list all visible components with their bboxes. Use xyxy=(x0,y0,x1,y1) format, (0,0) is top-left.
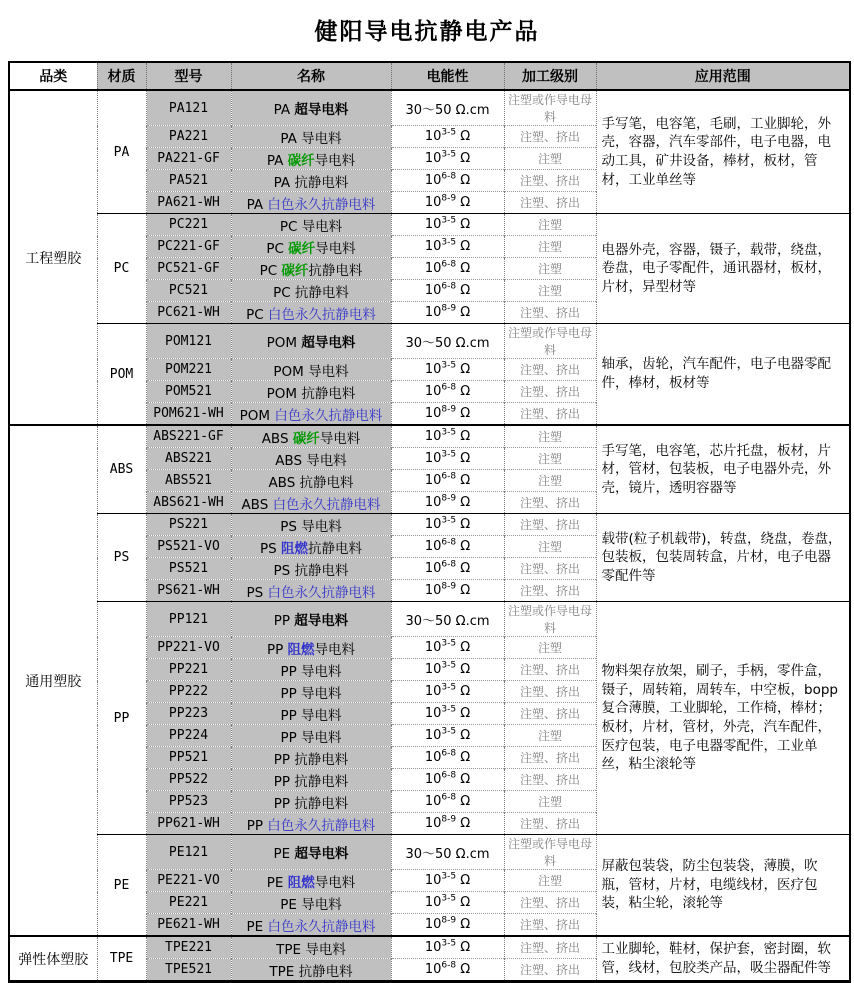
resistivity-cell: 10$^{3-5}$ Ω xyxy=(391,659,504,681)
application-cell: 工业脚轮，鞋材，保护套，密封圈，软管，线材，包胶类产品，吸尘器配件等 xyxy=(596,936,850,982)
name-segment: 碳纤 xyxy=(281,262,309,279)
header-resistivity: 电能性 xyxy=(391,62,504,90)
name-segment: TPE 抗静电料 xyxy=(269,963,353,980)
resistivity-cell: 30～50 Ω.cm xyxy=(391,602,504,637)
resistivity-cell: 10$^{8-9}$ Ω xyxy=(391,914,504,937)
name-segment: PE xyxy=(266,874,288,891)
model-cell: ABS221-GF xyxy=(146,425,231,448)
process-cell: 注塑、挤出 xyxy=(504,769,596,791)
resistivity-cell: 30～50 Ω.cm xyxy=(391,90,504,126)
process-cell: 注塑或作导电母料 xyxy=(504,835,596,870)
name-segment: POM 抗静电料 xyxy=(266,385,356,402)
category-cell: 弹性体塑胶 xyxy=(9,936,97,982)
header-category: 品类 xyxy=(9,62,97,90)
process-cell: 注塑、挤出 xyxy=(504,813,596,835)
name-segment: PS 导电料 xyxy=(280,518,342,535)
name-cell xyxy=(231,813,391,835)
resistivity-cell: 10$^{6-8}$ Ω xyxy=(391,769,504,791)
material-cell: POM xyxy=(97,324,146,426)
name-cell xyxy=(231,725,391,747)
name-segment: PP xyxy=(266,641,288,658)
model-cell: PP621-WH xyxy=(146,813,231,835)
category-cell: 通用塑胶 xyxy=(9,425,97,936)
name-cell xyxy=(231,580,391,602)
model-cell: PP121 xyxy=(146,602,231,637)
name-segment: ABS xyxy=(261,430,293,447)
process-cell: 注塑或作导电母料 xyxy=(504,324,596,359)
material-cell: ABS xyxy=(97,425,146,514)
name-segment: PE xyxy=(246,918,268,935)
model-cell: PE121 xyxy=(146,835,231,870)
name-segment: 导电料 xyxy=(314,641,356,658)
header-process-level: 加工级别 xyxy=(504,62,596,90)
process-cell: 注塑 xyxy=(504,448,596,470)
resistivity-cell: 10$^{6-8}$ Ω xyxy=(391,747,504,769)
process-cell: 注塑 xyxy=(504,637,596,659)
process-cell: 注塑、挤出 xyxy=(504,514,596,536)
name-segment: PP 抗静电料 xyxy=(273,773,349,790)
name-cell xyxy=(231,126,391,148)
name-segment: PE xyxy=(273,846,295,862)
model-cell: PE221 xyxy=(146,892,231,914)
process-cell: 注塑、挤出 xyxy=(504,892,596,914)
table-row xyxy=(9,514,850,536)
resistivity-cell: 10$^{3-5}$ Ω xyxy=(391,425,504,448)
name-segment: PS xyxy=(246,584,268,601)
model-cell: PA221-GF xyxy=(146,148,231,170)
name-segment: PA 抗静电料 xyxy=(273,174,349,191)
resistivity-cell: 10$^{6-8}$ Ω xyxy=(391,959,504,982)
name-cell xyxy=(231,170,391,192)
model-cell: PS621-WH xyxy=(146,580,231,602)
model-cell: POM121 xyxy=(146,324,231,359)
model-cell: PE621-WH xyxy=(146,914,231,937)
resistivity-cell: 10$^{3-5}$ Ω xyxy=(391,236,504,258)
process-cell: 注塑、挤出 xyxy=(504,302,596,324)
model-cell: PP522 xyxy=(146,769,231,791)
name-segment: PP 导电料 xyxy=(280,729,342,746)
name-segment: PC xyxy=(259,262,282,279)
name-segment: TPE 导电料 xyxy=(276,941,346,958)
resistivity-cell: 10$^{6-8}$ Ω xyxy=(391,280,504,302)
name-segment: 白色永久抗静电料 xyxy=(267,817,376,834)
resistivity-cell: 10$^{6-8}$ Ω xyxy=(391,258,504,280)
process-cell: 注塑、挤出 xyxy=(504,403,596,426)
name-segment: PP 抗静电料 xyxy=(273,751,349,768)
name-segment: PP xyxy=(246,817,268,834)
resistivity-cell: 10$^{3-5}$ Ω xyxy=(391,892,504,914)
application-cell: 物料架存放架，刷子，手柄，零件盒，镊子，周转箱，周转车，中空板，bopp复合薄膜，工业脚轮，工作椅，棒材；板材，片材，管材，外壳，汽车配件，医疗包装，电子电器零配件，工业单丝，粘尘滚轮等 xyxy=(596,602,850,835)
name-cell xyxy=(231,192,391,214)
name-cell xyxy=(231,892,391,914)
material-cell: PA xyxy=(97,90,146,214)
name-segment: PA xyxy=(266,152,288,169)
model-cell: POM521 xyxy=(146,381,231,403)
table-row xyxy=(9,324,850,359)
model-cell: PE221-VO xyxy=(146,870,231,892)
resistivity-cell: 30～50 Ω.cm xyxy=(391,324,504,359)
process-cell: 注塑、挤出 xyxy=(504,170,596,192)
model-cell: PP221 xyxy=(146,659,231,681)
process-cell: 注塑 xyxy=(504,425,596,448)
name-cell xyxy=(231,558,391,580)
name-cell xyxy=(231,324,391,359)
resistivity-cell: 10$^{3-5}$ Ω xyxy=(391,703,504,725)
process-cell: 注塑、挤出 xyxy=(504,703,596,725)
application-cell: 电器外壳，容器，镊子，载带，绕盘，卷盘，电子零配件，通讯器材，板材，片材，异型材等 xyxy=(596,214,850,324)
name-segment: PA 导电料 xyxy=(280,130,342,147)
application-cell: 手写笔，电容笔，芯片托盘，板材，片材，管材，包装板，电子电器外壳，外壳，镜片，透明容器等 xyxy=(596,425,850,514)
name-segment: PC 导电料 xyxy=(279,218,343,235)
name-segment: 白色永久抗静电料 xyxy=(267,918,376,935)
name-segment: 超导电料 xyxy=(294,102,349,118)
resistivity-cell: 10$^{3-5}$ Ω xyxy=(391,870,504,892)
process-cell: 注塑或作导电母料 xyxy=(504,90,596,126)
name-cell xyxy=(231,637,391,659)
name-segment: PP 导电料 xyxy=(280,685,342,702)
name-cell xyxy=(231,703,391,725)
name-segment: ABS 导电料 xyxy=(275,452,347,469)
name-cell xyxy=(231,302,391,324)
resistivity-cell: 10$^{6-8}$ Ω xyxy=(391,536,504,558)
model-cell: ABS221 xyxy=(146,448,231,470)
resistivity-cell: 10$^{6-8}$ Ω xyxy=(391,558,504,580)
name-segment: POM xyxy=(266,335,302,351)
process-cell: 注塑 xyxy=(504,536,596,558)
name-cell xyxy=(231,959,391,982)
product-table-body xyxy=(9,90,850,982)
model-cell: PP222 xyxy=(146,681,231,703)
name-cell xyxy=(231,602,391,637)
model-cell: TPE221 xyxy=(146,936,231,959)
name-cell xyxy=(231,381,391,403)
resistivity-cell: 10$^{8-9}$ Ω xyxy=(391,403,504,426)
name-segment: 导电料 xyxy=(314,152,356,169)
name-segment: 导电料 xyxy=(315,240,356,257)
resistivity-cell: 10$^{3-5}$ Ω xyxy=(391,359,504,381)
material-cell: PE xyxy=(97,835,146,937)
resistivity-cell: 10$^{8-9}$ Ω xyxy=(391,813,504,835)
name-segment: PC xyxy=(246,306,268,323)
process-cell: 注塑、挤出 xyxy=(504,747,596,769)
header-name: 名称 xyxy=(231,62,391,90)
resistivity-cell: 10$^{8-9}$ Ω xyxy=(391,302,504,324)
name-cell xyxy=(231,769,391,791)
resistivity-cell: 10$^{6-8}$ Ω xyxy=(391,791,504,813)
name-segment: 阻燃 xyxy=(281,540,308,557)
name-cell xyxy=(231,791,391,813)
name-cell xyxy=(231,448,391,470)
name-segment: 超导电料 xyxy=(301,335,356,351)
process-cell: 注塑 xyxy=(504,236,596,258)
name-segment: 超导电料 xyxy=(294,846,349,862)
header-application: 应用范围 xyxy=(596,62,850,90)
name-cell xyxy=(231,914,391,937)
process-cell: 注塑、挤出 xyxy=(504,959,596,982)
resistivity-cell: 10$^{3-5}$ Ω xyxy=(391,148,504,170)
name-cell xyxy=(231,90,391,126)
model-cell: PP221-VO xyxy=(146,637,231,659)
model-cell: ABS521 xyxy=(146,470,231,492)
material-cell: PS xyxy=(97,514,146,602)
resistivity-cell: 10$^{3-5}$ Ω xyxy=(391,126,504,148)
name-segment: PA xyxy=(273,102,295,118)
model-cell: POM621-WH xyxy=(146,403,231,426)
name-cell xyxy=(231,359,391,381)
model-cell: POM221 xyxy=(146,359,231,381)
category-cell: 工程塑胶 xyxy=(9,90,97,425)
model-cell: PP521 xyxy=(146,747,231,769)
model-cell: PA521 xyxy=(146,170,231,192)
name-segment: PE 导电料 xyxy=(280,896,342,913)
name-cell xyxy=(231,936,391,959)
process-cell: 注塑 xyxy=(504,258,596,280)
header-material: 材质 xyxy=(97,62,146,90)
name-cell xyxy=(231,536,391,558)
process-cell: 注塑、挤出 xyxy=(504,681,596,703)
resistivity-cell: 10$^{6-8}$ Ω xyxy=(391,470,504,492)
model-cell: PP224 xyxy=(146,725,231,747)
name-segment: 抗静电料 xyxy=(308,540,362,557)
name-cell xyxy=(231,870,391,892)
name-segment: PC 抗静电料 xyxy=(273,284,349,301)
model-cell: PP223 xyxy=(146,703,231,725)
model-cell: PP523 xyxy=(146,791,231,813)
name-segment: PA xyxy=(246,196,268,213)
name-segment: 白色永久抗静电料 xyxy=(267,584,376,601)
application-cell: 手写笔，电容笔，毛刷，工业脚轮，外壳，容器，汽车零部件，电子电器，电动工具，矿井设备，棒材，板材，管材，工业单丝等 xyxy=(596,90,850,214)
table-row xyxy=(9,90,850,126)
process-cell: 注塑 xyxy=(504,791,596,813)
name-cell xyxy=(231,214,391,236)
name-segment: PS 抗静电料 xyxy=(273,562,349,579)
model-cell: PA221 xyxy=(146,126,231,148)
resistivity-cell: 10$^{3-5}$ Ω xyxy=(391,514,504,536)
resistivity-cell: 10$^{3-5}$ Ω xyxy=(391,214,504,236)
name-cell xyxy=(231,148,391,170)
model-cell: PA621-WH xyxy=(146,192,231,214)
name-segment: 白色永久抗静电料 xyxy=(274,407,383,424)
name-cell xyxy=(231,403,391,426)
name-segment: PP xyxy=(273,613,295,629)
process-cell: 注塑、挤出 xyxy=(504,492,596,514)
process-cell: 注塑、挤出 xyxy=(504,914,596,937)
header-model: 型号 xyxy=(146,62,231,90)
table-row xyxy=(9,835,850,870)
name-cell xyxy=(231,425,391,448)
application-cell: 轴承，齿轮，汽车配件，电子电器零配件，棒材，板材等 xyxy=(596,324,850,426)
process-cell: 注塑 xyxy=(504,470,596,492)
process-cell: 注塑、挤出 xyxy=(504,659,596,681)
material-cell: TPE xyxy=(97,936,146,982)
name-cell xyxy=(231,835,391,870)
resistivity-cell: 10$^{3-5}$ Ω xyxy=(391,725,504,747)
process-cell: 注塑、挤出 xyxy=(504,359,596,381)
name-segment: 阻燃 xyxy=(287,641,315,658)
process-cell: 注塑 xyxy=(504,870,596,892)
resistivity-cell: 10$^{3-5}$ Ω xyxy=(391,936,504,959)
process-cell: 注塑、挤出 xyxy=(504,580,596,602)
name-segment: PS xyxy=(259,540,281,557)
resistivity-cell: 10$^{8-9}$ Ω xyxy=(391,192,504,214)
table-header-row xyxy=(9,62,850,90)
name-segment: 阻燃 xyxy=(287,874,315,891)
material-cell: PP xyxy=(97,602,146,835)
model-cell: ABS621-WH xyxy=(146,492,231,514)
name-segment: PP 导电料 xyxy=(280,707,342,724)
resistivity-cell: 10$^{3-5}$ Ω xyxy=(391,448,504,470)
process-cell: 注塑、挤出 xyxy=(504,558,596,580)
name-segment: ABS 抗静电料 xyxy=(268,474,354,491)
name-segment: 白色永久抗静电料 xyxy=(272,496,381,513)
name-cell xyxy=(231,681,391,703)
name-segment: POM xyxy=(239,407,275,424)
name-segment: 抗静电料 xyxy=(308,262,363,279)
page-title: 健阳导电抗静电产品 xyxy=(314,19,540,45)
resistivity-cell: 10$^{3-5}$ Ω xyxy=(391,681,504,703)
name-segment: 超导电料 xyxy=(294,613,349,629)
application-cell: 屏蔽包装袋，防尘包装袋，薄膜，吹瓶，管材，片材，电缆线材，医疗包装，粘尘轮，滚轮等 xyxy=(596,835,850,937)
model-cell: PC621-WH xyxy=(146,302,231,324)
table-row xyxy=(9,936,850,959)
name-cell xyxy=(231,280,391,302)
model-cell: PA121 xyxy=(146,90,231,126)
name-segment: 导电料 xyxy=(319,430,361,447)
process-cell: 注塑 xyxy=(504,214,596,236)
name-segment: PP 导电料 xyxy=(280,663,342,680)
name-segment: 导电料 xyxy=(314,874,356,891)
table-row xyxy=(9,214,850,236)
table-row xyxy=(9,602,850,637)
model-cell: PC521-GF xyxy=(146,258,231,280)
name-cell xyxy=(231,236,391,258)
name-segment: 碳纤 xyxy=(287,152,315,169)
name-segment: POM 导电料 xyxy=(273,363,349,380)
name-segment: 白色永久抗静电料 xyxy=(267,306,376,323)
name-segment: ABS xyxy=(241,496,273,513)
material-cell: PC xyxy=(97,214,146,324)
model-cell: PC221 xyxy=(146,214,231,236)
table-row xyxy=(9,425,850,448)
name-segment: 白色永久抗静电料 xyxy=(267,196,376,213)
process-cell: 注塑、挤出 xyxy=(504,126,596,148)
model-cell: PC521 xyxy=(146,280,231,302)
process-cell: 注塑 xyxy=(504,280,596,302)
model-cell: PS521-VO xyxy=(146,536,231,558)
model-cell: PS221 xyxy=(146,514,231,536)
name-cell xyxy=(231,470,391,492)
resistivity-cell: 10$^{3-5}$ Ω xyxy=(391,637,504,659)
name-segment: PP 抗静电料 xyxy=(273,795,349,812)
resistivity-cell: 10$^{8-9}$ Ω xyxy=(391,492,504,514)
application-cell: 载带(粒子机载带)，转盘，绕盘，卷盘，包装板，包装周转盒，片材，电子电器零配件等 xyxy=(596,514,850,602)
resistivity-cell: 10$^{6-8}$ Ω xyxy=(391,170,504,192)
process-cell: 注塑、挤出 xyxy=(504,381,596,403)
name-cell xyxy=(231,659,391,681)
name-cell xyxy=(231,492,391,514)
resistivity-cell: 10$^{8-9}$ Ω xyxy=(391,580,504,602)
name-cell xyxy=(231,514,391,536)
process-cell: 注塑、挤出 xyxy=(504,192,596,214)
name-cell xyxy=(231,747,391,769)
process-cell: 注塑 xyxy=(504,725,596,747)
product-table xyxy=(8,61,851,983)
process-cell: 注塑或作导电母料 xyxy=(504,602,596,637)
resistivity-cell: 30～50 Ω.cm xyxy=(391,835,504,870)
name-segment: 碳纤 xyxy=(288,240,316,257)
name-cell xyxy=(231,258,391,280)
model-cell: PC221-GF xyxy=(146,236,231,258)
name-segment: PC xyxy=(266,240,289,257)
model-cell: TPE521 xyxy=(146,959,231,982)
model-cell: PS521 xyxy=(146,558,231,580)
resistivity-cell: 10$^{6-8}$ Ω xyxy=(391,381,504,403)
name-segment: 碳纤 xyxy=(292,430,320,447)
process-cell: 注塑 xyxy=(504,148,596,170)
process-cell: 注塑、挤出 xyxy=(504,936,596,959)
